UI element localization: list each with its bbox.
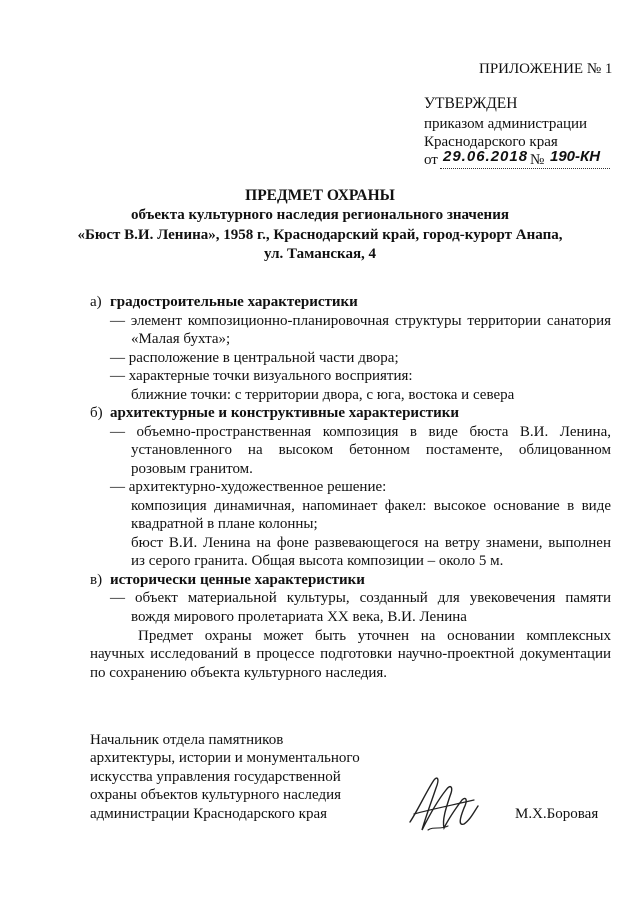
- title-line-3: «Бюст В.И. Ленина», 1958 г., Краснодарский край, город-курорт Анапа,: [77, 227, 563, 243]
- order-number-sign: №: [530, 152, 545, 168]
- order-line-2: Краснодарского края: [424, 134, 558, 150]
- section-b-item-1-line-1: — объемно-пространственная композиция в виде бюста В.И. Ленина,: [110, 424, 611, 440]
- order-date-handwritten: 29.06.2018: [443, 148, 529, 165]
- note-line-1: Предмет охраны может быть уточнен на основании комплексных: [138, 628, 611, 644]
- section-a-prefix: а): [90, 294, 102, 310]
- title-line-2: объекта культурного наследия регионального значения: [131, 207, 509, 223]
- approved-label: УТВЕРЖДЕН: [424, 95, 518, 112]
- section-a-item-3-line-2: ближние точки: с территории двора, с юга, востока и севера: [131, 387, 515, 403]
- section-a-item-3-line-1: — характерные точки визуального восприятия:: [110, 368, 413, 384]
- section-b-prefix: б): [90, 405, 103, 421]
- handwritten-signature: [404, 770, 484, 840]
- section-b-item-1-line-3: розовым гранитом.: [131, 461, 253, 477]
- title-line-4: ул. Таманская, 4: [263, 246, 377, 262]
- section-c-item-1-line-2: вождя мирового пролетариата XX века, В.И. Ленина: [131, 609, 467, 625]
- section-a-item-1-line-2: «Малая бухта»;: [131, 331, 231, 347]
- section-b-item-2-line-2: композиция динамичная, напоминает факел: высокое основание в виде: [131, 498, 611, 514]
- note-line-2: научных исследований в процессе подготовки научно-проектной документации: [90, 646, 611, 662]
- section-b-item-2-line-5: из серого гранита. Общая высота композиции – около 5 м.: [131, 553, 504, 569]
- order-date-prefix: от: [424, 152, 438, 168]
- note-line-3: по сохранению объекта культурного наследия.: [90, 665, 388, 681]
- section-b-item-2-line-4: бюст В.И. Ленина на фоне развевающегося на ветру знамени, выполнен: [131, 535, 611, 551]
- signatory-name: М.Х.Боровая: [515, 806, 599, 822]
- section-c-heading: исторически ценные характеристики: [110, 572, 365, 588]
- section-a-heading: градостроительные характеристики: [110, 294, 358, 310]
- signatory-title-line-4: охраны объектов культурного наследия: [90, 787, 342, 803]
- order-line-1: приказом администрации: [424, 116, 588, 132]
- section-b-item-2-line-3: квадратной в плане колонны;: [131, 516, 318, 532]
- title-line-1: ПРЕДМЕТ ОХРАНЫ: [245, 187, 395, 204]
- appendix-label: ПРИЛОЖЕНИЕ № 1: [479, 61, 613, 77]
- signatory-title-line-5: администрации Краснодарского края: [90, 806, 328, 822]
- section-a-item-1-line-1: — элемент композиционно-планировочная структуры территории санатория: [110, 313, 611, 329]
- signatory-title-line-3: искусства управления государственной: [90, 769, 341, 785]
- section-c-prefix: в): [90, 572, 103, 588]
- section-c-item-1-line-1: — объект материальной культуры, созданный для увековечения памяти: [110, 590, 611, 606]
- signatory-title-line-1: Начальник отдела памятников: [90, 732, 284, 748]
- signatory-title-line-2: архитектуры, истории и монументального: [90, 750, 360, 766]
- section-a-item-2: — расположение в центральной части двора;: [110, 350, 399, 366]
- section-b-heading: архитектурные и конструктивные характеристики: [110, 405, 460, 421]
- section-b-item-2-line-1: — архитектурно-художественное решение:: [110, 479, 387, 495]
- order-number-handwritten: 190-КН: [550, 148, 601, 165]
- section-b-item-1-line-2: установленного на высоком бетонном постаменте, облицованном: [131, 442, 611, 458]
- date-underline: [440, 168, 610, 169]
